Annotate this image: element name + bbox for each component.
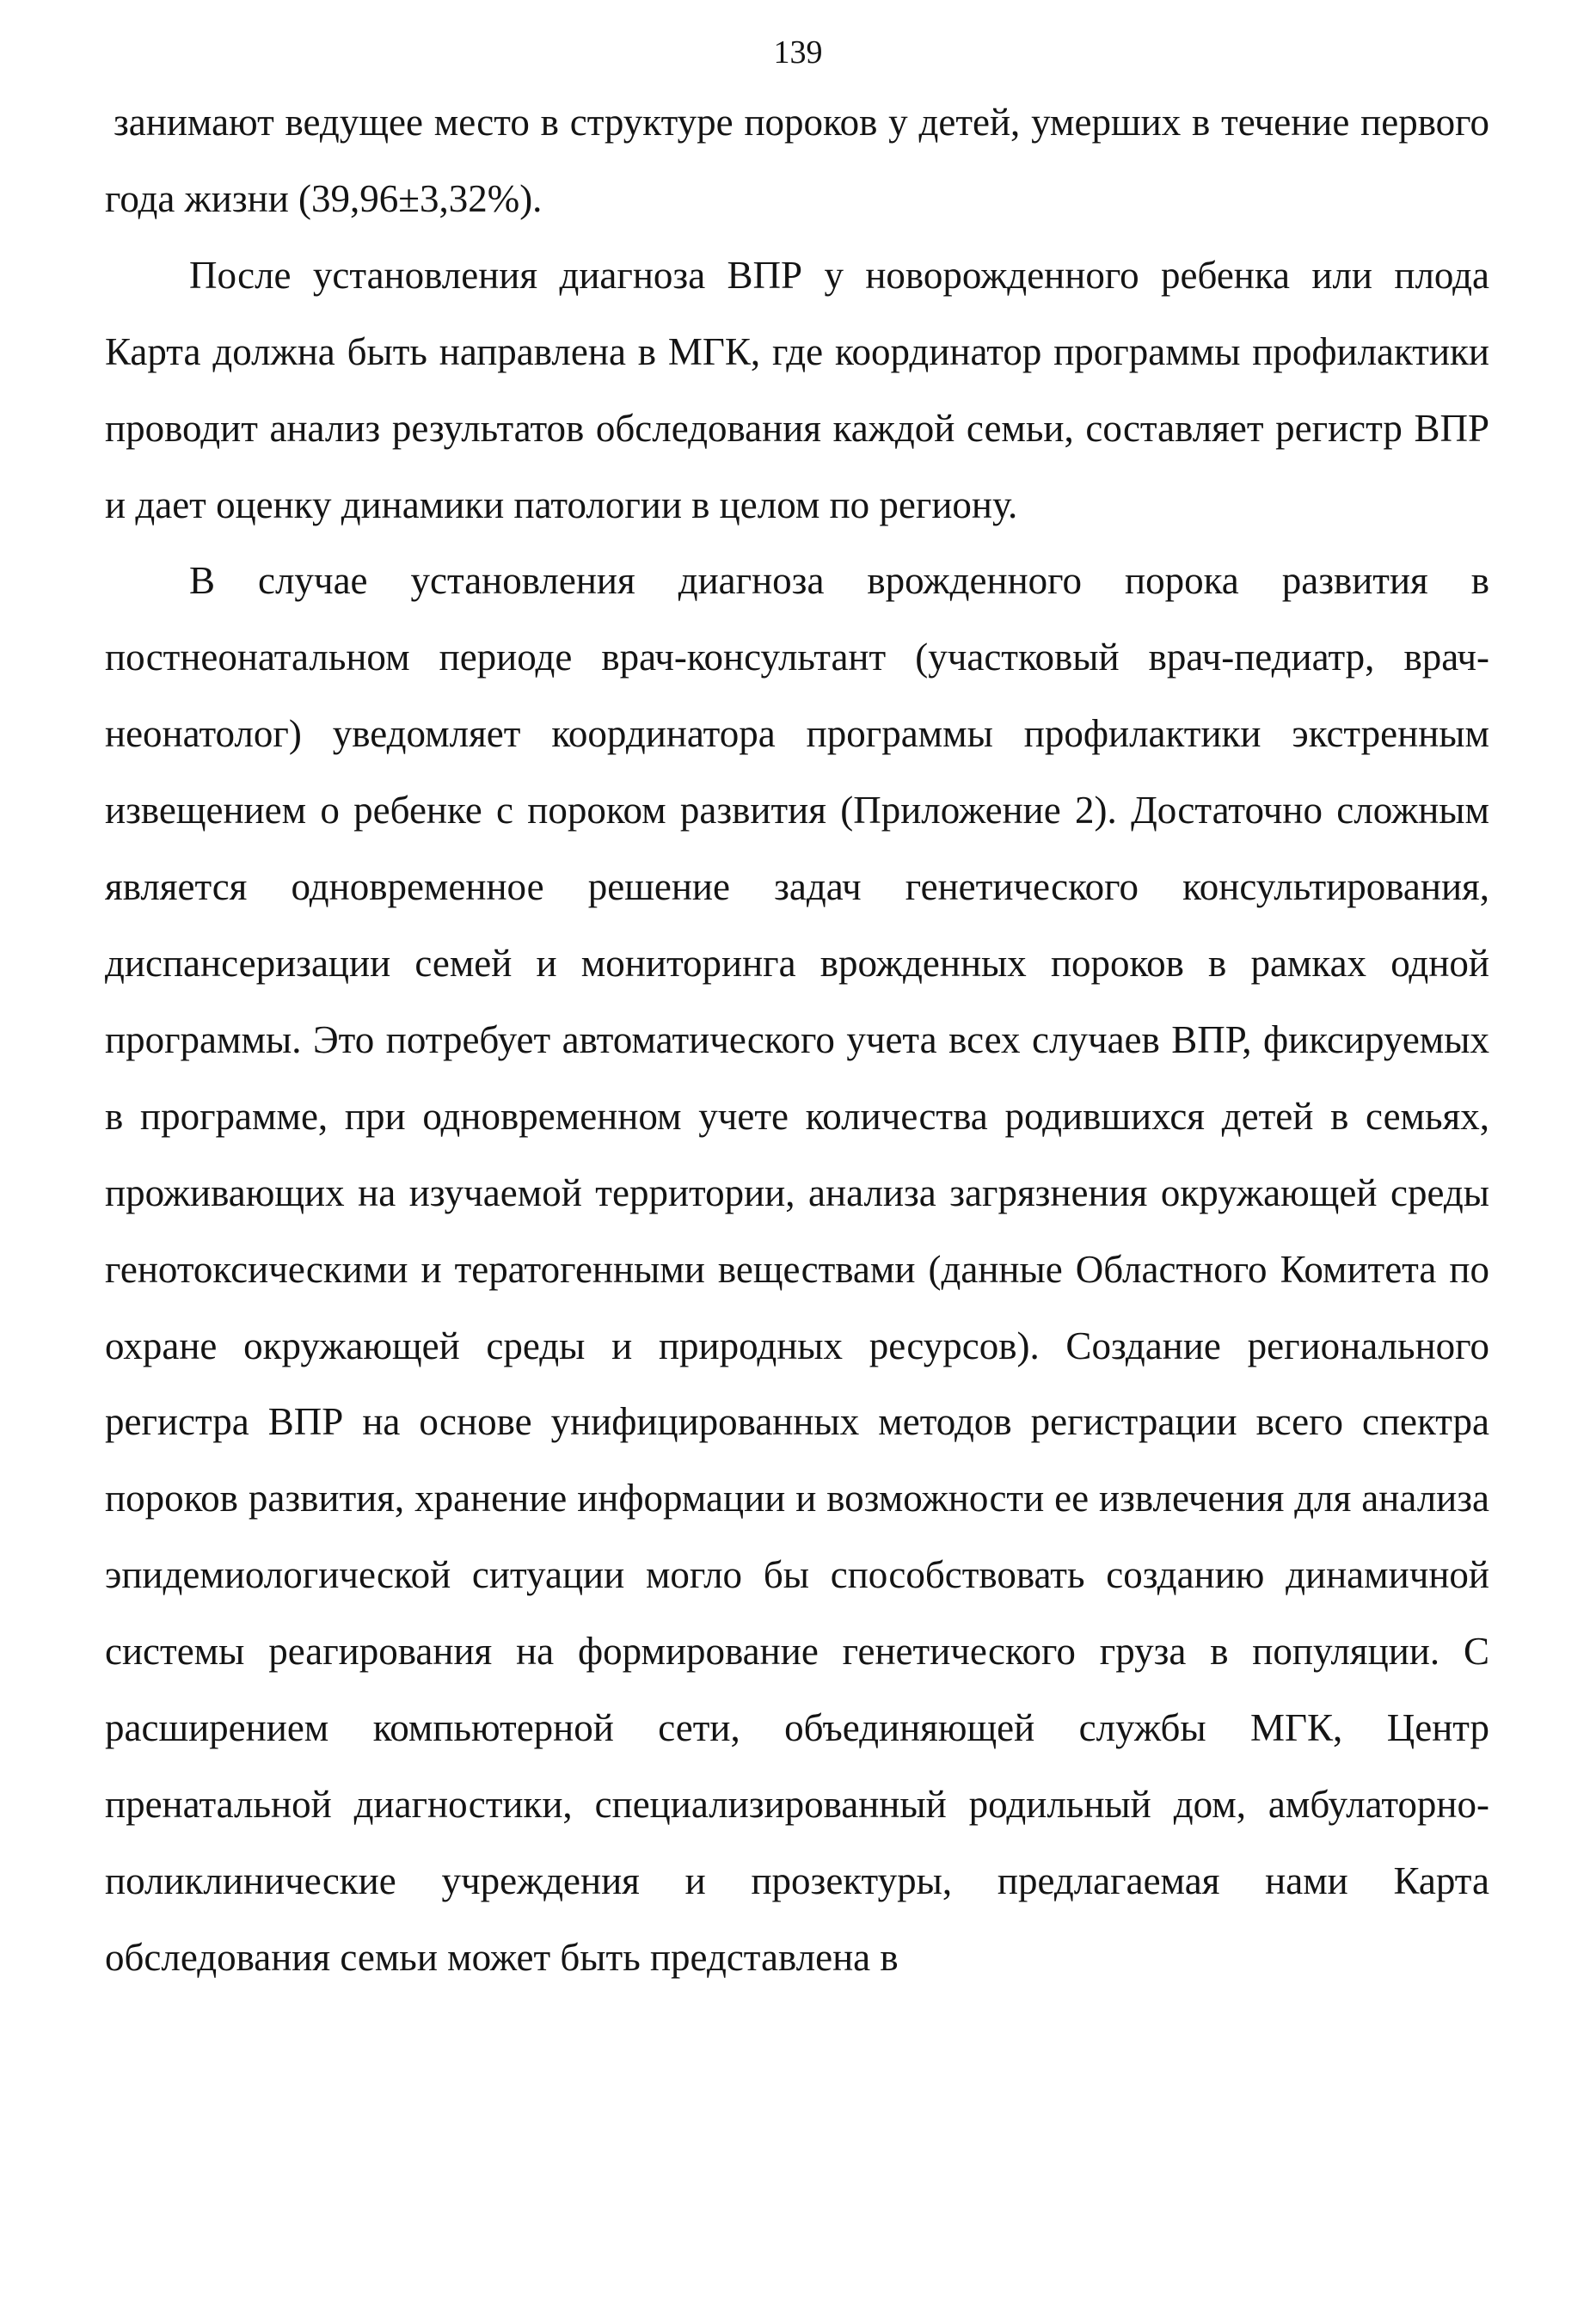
paragraph-continuation: занимают ведущее место в структуре пороков у детей, умерших в течение первого года жизни (39,96±3,32%).	[105, 101, 1489, 220]
page-number: 139	[773, 34, 823, 71]
paragraph-postneonatal: В случае установления диагноза врожденного порока развития в постнеонатальном периоде врач-консультант (участковый врач-педиатр, врач-неонатолог) уведомляет координатора программы профилактики экстренным извещением о ребенке с пороком развития (Приложение 2). Достаточно сложным является одновременное решение задач генетического консультирования, диспансеризации семей и мониторинга врожденных пороков в рамках одной программы. Это потребует автоматического учета всех случаев ВПР, фиксируемых в программе, при одновременном учете количества родившихся детей в семьях, проживающих на изучаемой территории, анализа загрязнения окружающей среды генотоксическими и тератогенными веществами (данные Областного Комитета по охране окружающей среды и природных ресурсов). Создание регионального регистра ВПР на основе унифицированных методов регистрации всего спектра пороков развития, хранение информации и возможности ее извлечения для анализа эпидемиологической ситуации могло бы способствовать созданию динамичной системы реагирования на формирование генетического груза в популяции. С расширением компьютерной сети, объединяющей службы МГК, Центр пренатальной диагностики, специализированный родильный дом, амбулаторно-поликлинические учреждения и прозектуры, предлагаемая нами Карта обследования семьи может быть представлена в	[105, 559, 1489, 1979]
body-text	[105, 84, 1489, 1996]
paragraph-registry: После установления диагноза ВПР у новорожденного ребенка или плода Карта должна быть направлена в МГК, где координатор программы профилактики проводит анализ результатов обследования каждой семьи, составляет регистр ВПР и дает оценку динамики патологии в целом по региону.	[105, 253, 1489, 526]
